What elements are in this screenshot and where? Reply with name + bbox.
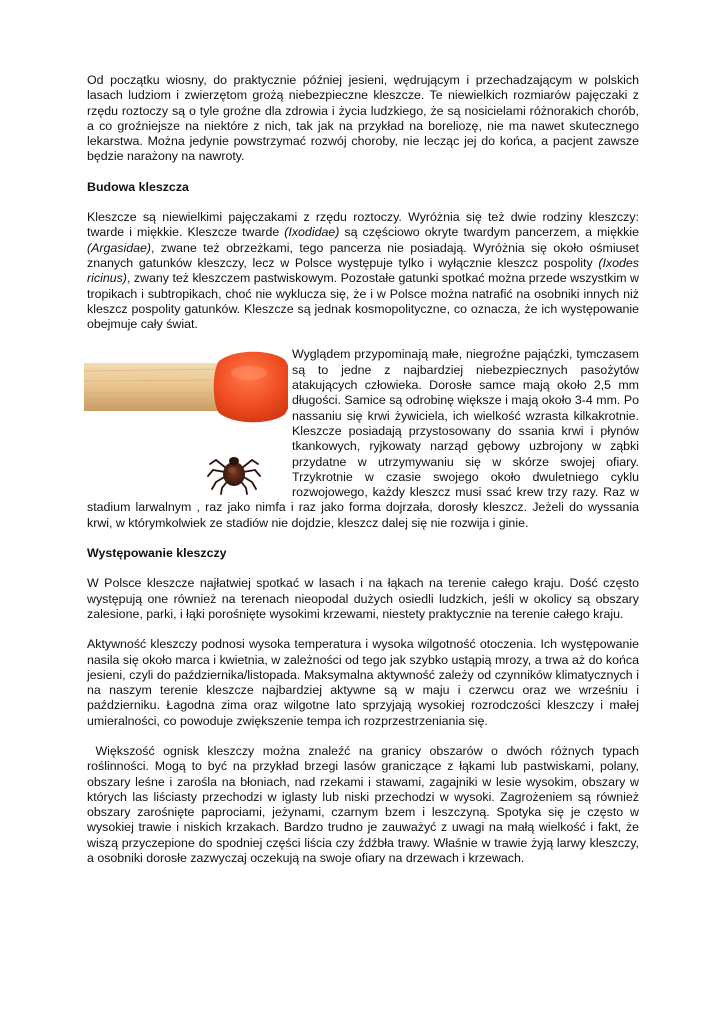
- section-heading-budowa: Budowa kleszcza: [87, 179, 189, 194]
- match-and-tick-illustration: [84, 347, 288, 497]
- latin-name-ixodidae: (Ixodidae): [284, 225, 340, 240]
- text-run: są częściowo okryte twardym pancerzem, a miękkie: [339, 225, 639, 240]
- section-heading-wystepowanie: Występowanie kleszczy: [87, 546, 227, 561]
- tick-icon: [208, 457, 260, 494]
- figure-block: [87, 347, 639, 531]
- text-run: , zwane też obrzeżkami, tego pancerza nie posiadają. Wyróżnia się około ośmiuset znanych gatunków kleszczy, lecz w Polsce występuje tylko i wyłącznie kleszcz pospolity: [87, 240, 639, 270]
- wystepowanie-paragraph-1: W Polsce kleszcze najłatwiej spotkać w lasach i na łąkach na terenie całego kraju. Dość często występują one również na terenach nieopodal dużych osiedli ludzkich, jeśli w okolicy są obszary zalesione, parki, i łąki porośnięte wysokimi krzewami, niestety praktycznie na terenie całego kraju.: [87, 576, 639, 621]
- wystepowanie-paragraph-2: Aktywność kleszczy podnosi wysoka temperatura i wysoka wilgotność otoczenia. Ich występowanie nasila się około marca i kwietnia, w zależności od tego jak szybko ustąpią mrozy, a trwa aż do końca jesieni, czyli do października/listopada. Maksymalna aktywność zależy od czynników klimatycznych i na naszym terenie kleszcze najbardziej aktywne są w maju i czerwcu oraz we wrześniu i październiku. Łagodna zima oraz wilgotne lato sprzyjają wysokiej rozrodczości kleszczy i małej umieralności, co powoduje zwiększenie tempa ich rozprzestrzeniania się.: [87, 637, 639, 728]
- budowa-paragraph-1: [87, 210, 639, 332]
- intro-paragraph: Od początku wiosny, do praktycznie później jesieni, wędrującym i przechadzającym w polskich lasach ludziom i zwierzętom grożą niebezpieczne kleszcze. Te niewielkich rozmiarów pajęczaki z rzędu roztoczy są o tyle groźne dla zdrowia i życia ludzkiego, że są nosicielami różnorakich chorób, a co groźniejsze na niektóre z nich, tak jak na przykład na boreliozę, nie ma nawet skutecznego lekarstwa. Można jedynie powstrzymać rozwój choroby, nie lecząc jej do końca, a pacjent zawsze będzie narażony na nawroty.: [87, 73, 639, 164]
- match-and-tick-image: [84, 347, 288, 497]
- match-head: [214, 352, 288, 423]
- wystepowanie-paragraph-3: [87, 744, 639, 866]
- text-run: Kleszcze są niewielkimi pajęczakami z rzędu roztoczy. Wyróżnia się też dwie rodziny kleszczy: twarde i miękkie. Kleszcze twarde: [87, 210, 639, 240]
- text-run: , zwany też kleszczem pastwiskowym. Pozostałe gatunki spotkać można przede wszystkim w tropikach i subtropikach, choć nie wyklucza się, że i w Polsce można natrafić na osobniki innych niż kleszcz pospolity gatunków. Kleszcze są jednak kosmopolityczne, co oznacza, że ich występowanie obejmuje cały świat.: [87, 271, 639, 332]
- latin-name-argasidae: (Argasidae): [87, 240, 152, 255]
- document-body: [87, 73, 639, 866]
- text-run: Większość ognisk kleszczy można znaleźć na granicy obszarów o dwóch różnych typach roślinności. Mogą to być na przykład brzegi lasów graniczące z łąkami lub pastwiskami, polany, obszary leśne i zarośla na błoniach, nad rzekami i stawami, zagajniki w lesie wysokim, obszary w których las liściasty przechodzi w iglasty lub niski przechodzi w wysoki. Zagrożeniem są również obszary zarośnięte paprociami, jeżynami, czarnym bzem i leszczyną. Spotyka się je często w wysokiej trawie i niskich krzakach. Bardzo trudno je zauważyć z uwagi na małą wielkość i fakt, że wiszą przyczepione do spodniej części liścia czy źdźbła trawy. Właśnie w trawie żyją larwy kleszczy, a osobniki dorosłe zazwyczaj oczekują na swoje ofiary na drzewach i krzewach.: [87, 743, 639, 866]
- latin-name-ixodes-ricinus: (Ixodes ricinus): [87, 255, 639, 286]
- budowa-paragraph-2: Wyglądem przypominają małe, niegroźne pająćzki, tymczasem są to jedne z najbardziej niebezpiecznych pasożytów atakujących człowieka. Dorosłe samce mają około 2,5 mm długości. Samice są odrobinę większe i mają około 3-4 mm. Po nassaniu się krwi żywiciela, ich wielkość wzrasta kilkakrotnie. Kleszcze posiadają przystosowany do ssania krwi i płynów tkankowych, ryjkowaty narząd gębowy uzbrojony w ząbki przydatne w utrzymywaniu się w skórze swojej ofiary. Trzykrotnie w czasie swojego około dwuletniego cyklu rozwojowego, każdy kleszcz musi ssać krew trzy razy. Raz w stadium larwalnym , raz jako nimfa i raz jako forma dojrzała, dorosły kleszcz. Jeżeli do wyssania krwi, w którymkolwiek ze stadiów nie dojdzie, kleszcz dalej się nie rozwija i ginie.: [87, 347, 639, 530]
